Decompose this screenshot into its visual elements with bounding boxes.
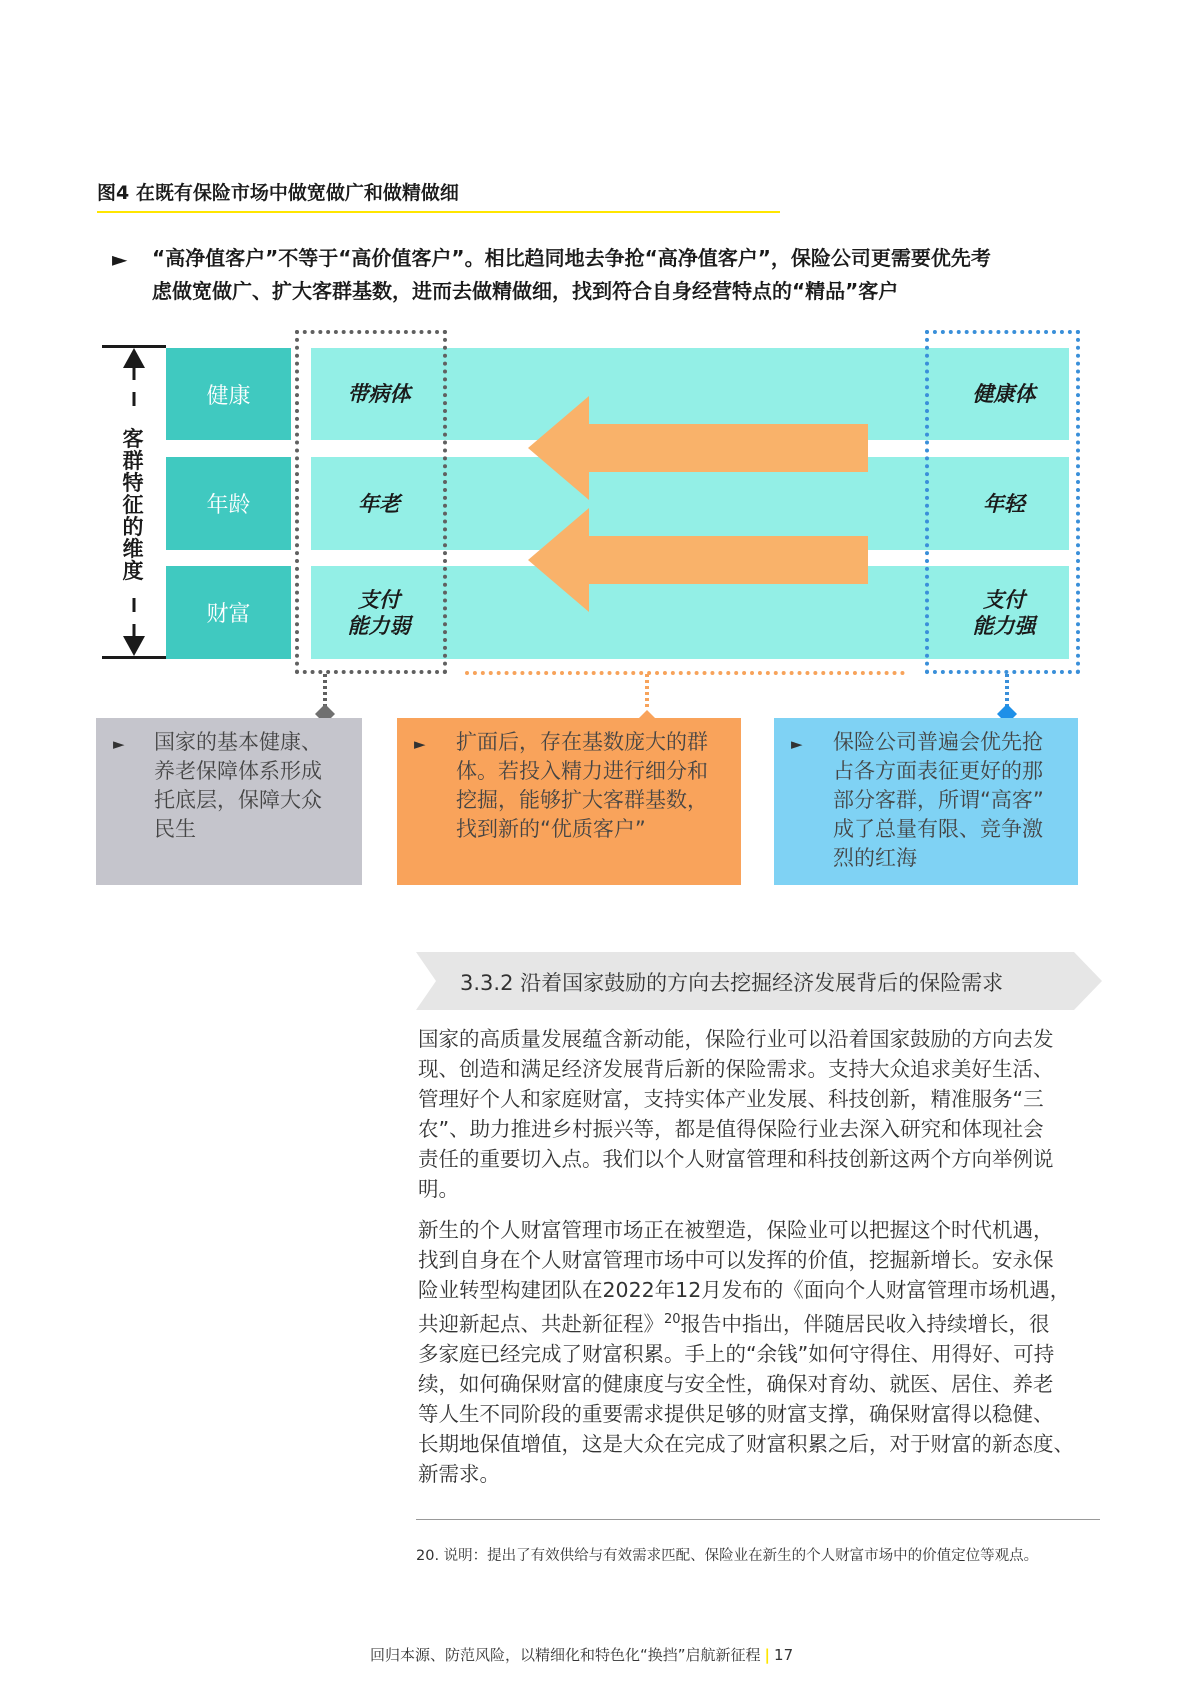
box-bullet-icon: ► — [791, 735, 803, 753]
dimension-label-char: 群 — [122, 449, 144, 473]
intro-line: 虑做宽做广、扩大客群基数，进而去做精做细，找到符合自身经营特点的“精品”客户 — [152, 279, 899, 303]
paragraph-2-reference-line: 共迎新起点、共赴新征程》$^{20}$报告中指出，伴随居民收入持续增长，很 — [418, 1311, 1050, 1336]
dimension-label-char: 客 — [122, 427, 144, 451]
box-bullet-icon: ► — [414, 735, 426, 753]
intro-line: “高净值客户”不等于“高价值客户”。相比趋同地去争抢“高净值客户”，保险公司更需要优先考 — [152, 246, 991, 270]
box-text: 国家的基本健康、 养老保障体系形成 托底层，保障大众 民生 — [154, 730, 322, 841]
footer-separator: | — [764, 1646, 771, 1664]
category-age: 年龄 — [166, 457, 291, 550]
right-group-frame — [925, 330, 1080, 674]
left-label-health: 带病体 — [347, 382, 411, 406]
right-label-wealth: 支付 能力强 — [972, 587, 1036, 638]
category-health: 健康 — [166, 348, 291, 440]
box-expansion — [397, 718, 741, 885]
footnote: 20. 说明：提出了有效供给与有效需求匹配、保险业在新生的个人财富市场中的价值定位等观点。 — [416, 1548, 1039, 1564]
right-label-age: 年轻 — [983, 491, 1025, 516]
box-text: 扩面后，存在基数庞大的群 体。若投入精力进行细分和 挖掘，能够扩大客群基数， 找到新的“优质客户” — [456, 730, 708, 841]
orange-connector-icon — [632, 674, 662, 724]
box-basic-security — [96, 718, 362, 885]
box-high-value-clients — [774, 718, 1078, 885]
intro-bullet-icon: ► — [112, 247, 128, 271]
category-wealth: 财富 — [166, 566, 291, 659]
footnote-ref[interactable]: 20 — [664, 1312, 681, 1327]
figure-intro — [152, 242, 1052, 308]
left-group-frame — [295, 330, 447, 674]
box-bullet-icon: ► — [113, 735, 125, 753]
dimension-label-char: 维 — [122, 537, 144, 561]
paragraph-2: 新生的个人财富管理市场正在被塑造，保险业可以把握这个时代机遇， 找到自身在个人财富管理市场中可以发挥的价值，挖掘新增长。安永保 险业转型构建团队在2022年12月发布的《面向个人财富管理市场机遇， 共迎新起点、共赴新征程》$^{20}$报告中指出，伴随居民收入持续增长，很 多家庭已经完成了财富积累。手上的“余钱”如何守得住、用得好、可持 续，如何确保财富的健康度与安全性，确保对育幼、就医、居住、养老 等人生不同阶段的重要需求提供足够的财富支撑，确保财富得以稳健、 长期地保值增值，这是大众在完成了财富积累之后，对于财富的新态度、 新需求。 — [418, 1215, 1118, 1489]
box-text: 保险公司普遍会优先抢 占各方面表征更好的那 部分客群，所谓“高客” 成了总量有限、竞争激 烈的红海 — [833, 730, 1044, 870]
dimension-label-char: 的 — [122, 515, 144, 539]
paragraph-1: 国家的高质量发展蕴含新动能，保险行业可以沿着国家鼓励的方向去发 现、创造和满足经济发展背后新的保险需求。支持大众追求美好生活、 管理好个人和家庭财富，支持实体产业发展、科技创新，精准服务“三 农”、助力推进乡村振兴等，都是值得保险行业去深入研究和体现社会 责任的重要切入点。我们以个人财富管理和科技创新这两个方向举例说 明。 — [418, 1027, 1054, 1201]
expansion-arrows-icon — [528, 396, 868, 612]
footnote-rule — [416, 1519, 1100, 1520]
section-heading: 3.3.2 沿着国家鼓励的方向去挖掘经济发展背后的保险需求 — [460, 971, 1004, 995]
dimension-label-char: 特 — [122, 471, 144, 495]
dimension-label-char: 度 — [122, 559, 144, 583]
left-label-wealth: 支付 能力弱 — [347, 587, 411, 638]
page-number: 17 — [774, 1646, 794, 1664]
right-label-health: 健康体 — [972, 382, 1036, 406]
figure-title: 图4 在既有保险市场中做宽做广和做精做细 — [97, 182, 459, 204]
left-label-age: 年老 — [358, 491, 400, 516]
dimension-label — [118, 428, 148, 582]
footer-title: 回归本源、防范风险，以精细化和特色化“换挡”启航新征程 — [370, 1646, 761, 1664]
figure-title-rule — [97, 211, 780, 213]
page-footer — [370, 1644, 793, 1665]
dimension-label-char: 征 — [122, 493, 144, 517]
middle-group-line — [465, 671, 905, 675]
